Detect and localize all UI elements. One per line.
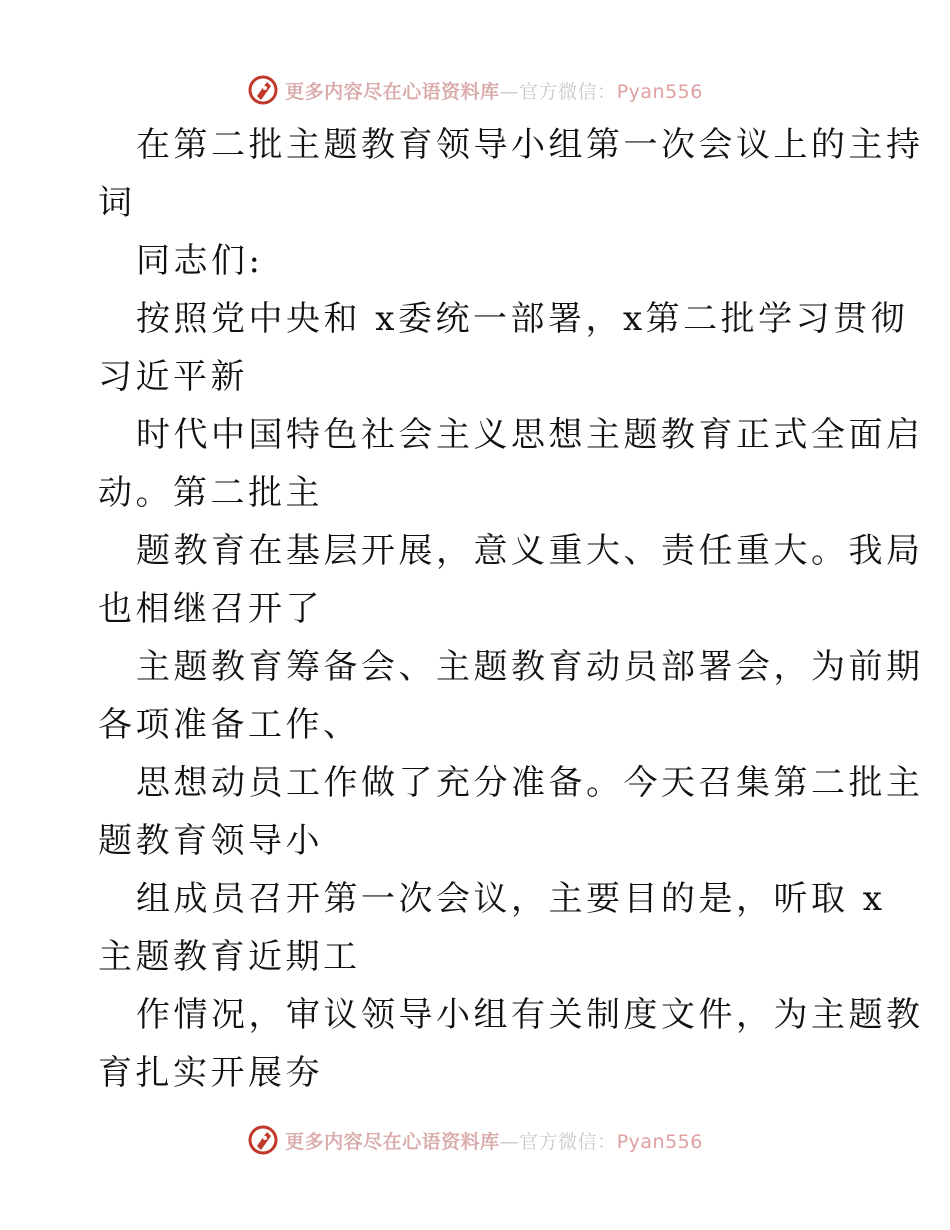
text-line: 词	[98, 183, 136, 223]
pen-nib-logo-icon	[247, 1124, 279, 1156]
watermark-wechat-id: Pyan556	[616, 1130, 703, 1153]
text-line: 主题教育筹备会、主题教育动员部署会，为前期	[136, 647, 924, 687]
text-line: 育扎实开展夯	[98, 1053, 323, 1093]
text-line: 主题教育近期工	[98, 937, 361, 977]
watermark-footer	[0, 1120, 950, 1160]
watermark-main: 更多内容尽在心语资料库	[285, 80, 500, 103]
text-line: 动。第二批主	[98, 473, 323, 513]
text-line: 题教育在基层开展，意义重大、责任重大。我局	[136, 531, 924, 571]
text-line: 思想动员工作做了充分准备。今天召集第二批主	[136, 763, 924, 803]
watermark-wechat-label: 官方微信：	[519, 1130, 617, 1153]
text-line: 也相继召开了	[98, 589, 323, 629]
text-line: 各项准备工作、	[98, 705, 361, 745]
text-line: 作情况，审议领导小组有关制度文件，为主题教	[136, 995, 924, 1035]
text-line: 组成员召开第一次会议，主要目的是，听取 x	[136, 879, 886, 919]
text-line: 题教育领导小	[98, 821, 323, 861]
watermark-text	[285, 1127, 703, 1154]
watermark-wechat-id: Pyan556	[616, 80, 703, 103]
text-line: 按照党中央和 x委统一部署，x第二批学习贯彻	[136, 299, 909, 339]
watermark-wechat-label: 官方微信：	[519, 80, 617, 103]
document-body	[98, 116, 924, 1102]
watermark-main: 更多内容尽在心语资料库	[285, 1130, 500, 1153]
text-line: 同志们:	[136, 241, 264, 281]
text-line: 习近平新	[98, 357, 248, 397]
pen-nib-logo-icon	[247, 74, 279, 106]
watermark-separator: —	[499, 1130, 520, 1153]
watermark-separator: —	[499, 80, 520, 103]
text-line: 时代中国特色社会主义思想主题教育正式全面启	[136, 415, 924, 455]
watermark-text	[285, 77, 703, 104]
watermark-header	[0, 70, 950, 110]
document-title-line: 在第二批主题教育领导小组第一次会议上的主持	[136, 125, 924, 165]
